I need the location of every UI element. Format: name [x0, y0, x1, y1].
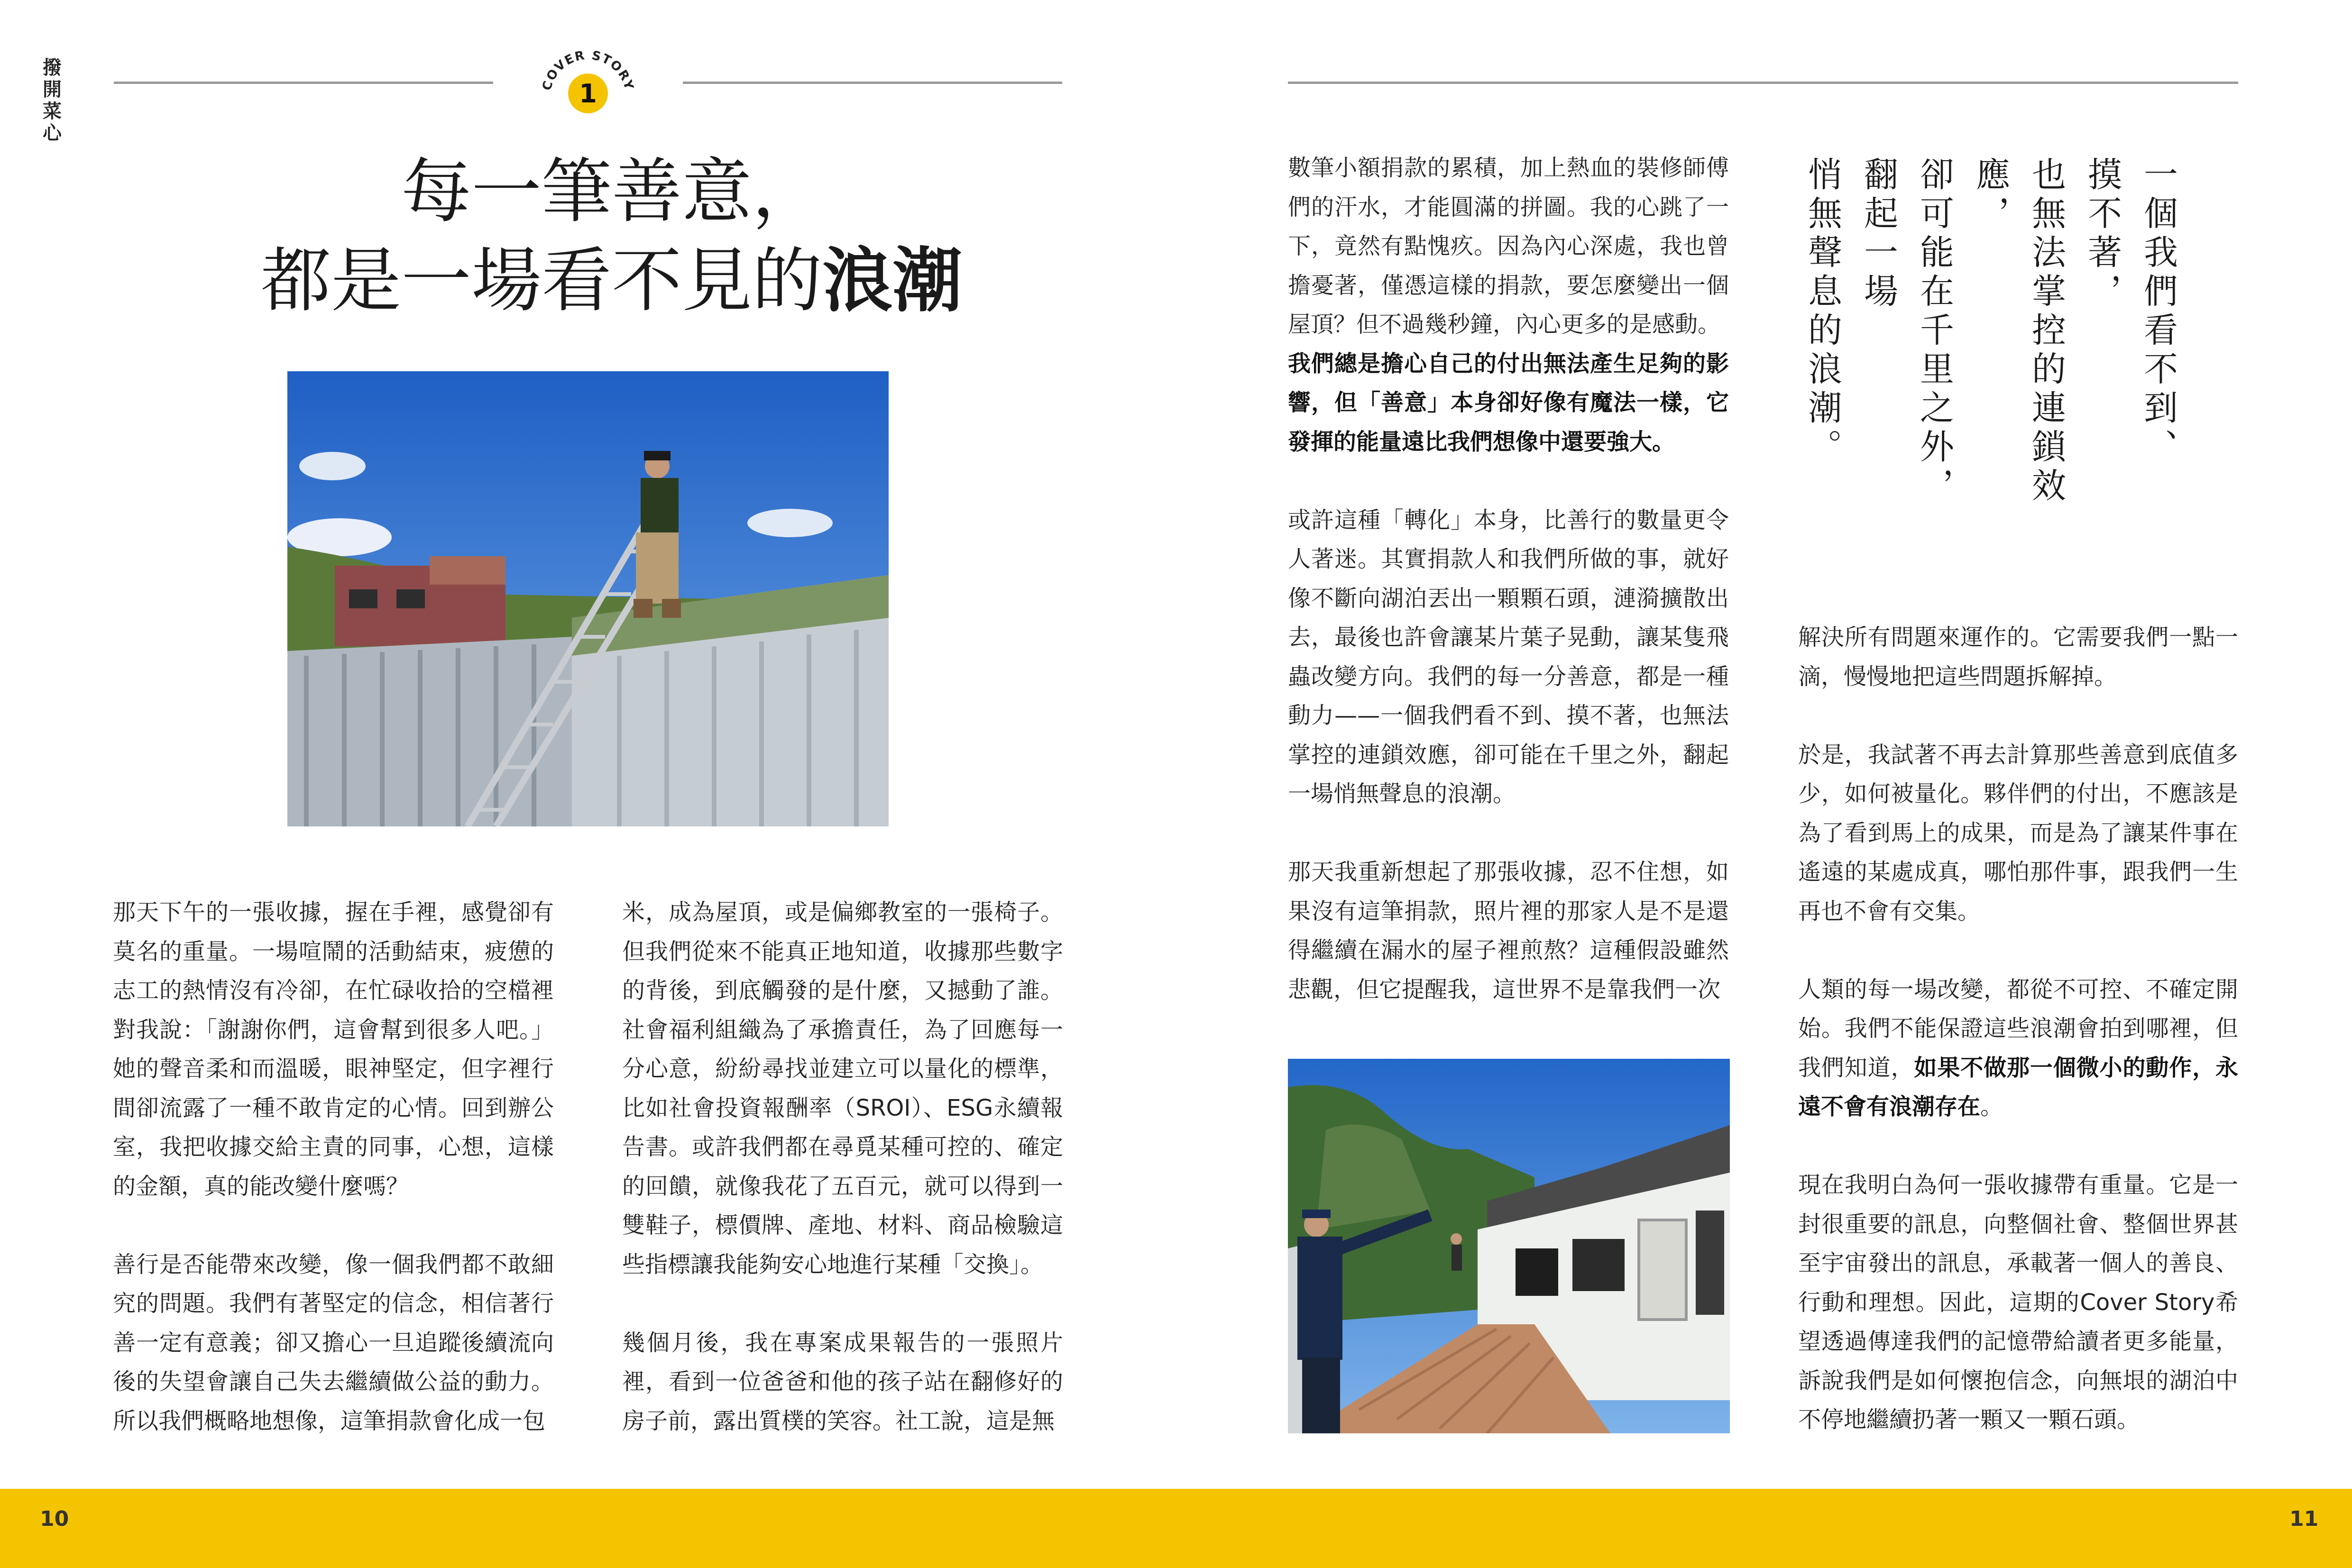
- pull-quote: [1802, 156, 2186, 526]
- right-body-column-1: [1288, 148, 1729, 1009]
- section-tag: 撥開菜心: [43, 57, 62, 144]
- headline-emphasis: 浪潮: [822, 240, 963, 321]
- headline-line-1: 每一筆善意，: [401, 151, 822, 232]
- footer-bar: [0, 1489, 2352, 1568]
- headline: [142, 147, 1081, 325]
- house-renovation-photo: [1288, 1059, 1730, 1433]
- rooftop-repair-photo: [287, 371, 889, 826]
- header-rule-left: [114, 82, 493, 84]
- paragraph: 現在我明白為何一張收據帶有重量。它是一封很重要的訊息，向整個社會、整個世界甚至宇宙發出的訊息，承載著一個人的善良、行動和理想。因此，這期的Cover Story希望透過傳達我們的記憶帶給讀者更多能量，訴說我們是如何懷抱信念，向無垠的湖泊中不停地繼續扔著一顆又一顆石頭。: [1798, 1172, 2238, 1433]
- quote-line: 一個我們看不到、: [2138, 156, 2178, 468]
- quote-line: 摸不著，: [2082, 156, 2122, 312]
- right-body-column-2: [1798, 618, 2238, 1440]
- page-number-right: 11: [2289, 1507, 2319, 1531]
- paragraph: 數筆小額捐款的累積，加上熱血的裝修師傅們的汗水，才能圓滿的拼圖。我的心跳了一下，竟然有點愧疚。因為內心深處，我也曾擔憂著，僅憑這樣的捐款，要怎麼變出一個屋頂？但不過幾秒鐘，內心更多的是感動。: [1288, 155, 1729, 338]
- paragraph: 善行是否能帶來改變，像一個我們都不敢細究的問題。我們有著堅定的信念，相信著行善一定有意義；卻又擔心一旦追蹤後續流向後的失望會讓自己失去繼續做公益的動力。所以我們概略地想像，這筆捐款會化成一包: [113, 1251, 554, 1434]
- quote-line: 悄無聲息的浪潮。: [1802, 156, 1842, 468]
- left-body-column-2: [622, 893, 1063, 1440]
- paragraph: 米，成為屋頂，或是偏鄉教室的一張椅子。但我們從來不能真正地知道，收據那些數字的背後，到底觸發的是什麼，又撼動了誰。社會福利組織為了承擔責任，為了回應每一分心意，紛紛尋找並建立可以量化的標準，比如社會投資報酬率（SROI）、ESG永續報告書。或許我們都在尋覓某種可控的、確定的回饋，就像我花了五百元，就可以得到一雙鞋子，標價牌、產地、材料、商品檢驗這些指標讓我能夠安心地進行某種「交換」。: [622, 899, 1063, 1278]
- quote-line: 卻可能在千里之外，: [1914, 156, 1954, 506]
- paragraph: 幾個月後，我在專案成果報告的一張照片裡，看到一位爸爸和他的孩子站在翻修好的房子前，露出質樸的笑容。社工說，這是無: [622, 1329, 1063, 1434]
- header-rule-right: [683, 82, 1062, 84]
- svg-text:COVER STORY: COVER STORY: [540, 48, 636, 92]
- page-number-left: 10: [40, 1507, 69, 1531]
- header-rule: [1288, 82, 2238, 84]
- paragraph-with-emphasis: 人類的每一場改變，都從不可控、不確定開始。我們不能保證這些浪潮會拍到哪裡，但我們知道，如果不做那一個微小的動作，永遠不會有浪潮存在。: [1798, 976, 2238, 1120]
- right-page: [1176, 0, 2352, 1568]
- left-body-column-1: [113, 893, 554, 1440]
- paragraph: 那天下午的一張收據，握在手裡，感覺卻有莫名的重量。一場喧鬧的活動結束，疲憊的志工的熱情沒有冷卻，在忙碌收拾的空檔裡對我說：「謝謝你們，這會幫到很多人吧。」她的聲音柔和而溫暖，眼神堅定，但字裡行間卻流露了一種不敢肯定的心情。回到辦公室，我把收據交給主責的同事，心想，這樣的金額，真的能改變什麼嗎？: [113, 899, 554, 1200]
- paragraph: 解決所有問題來運作的。它需要我們一點一滴，慢慢地把這些問題拆解掉。: [1798, 624, 2238, 690]
- cover-story-badge: [536, 45, 640, 130]
- headline-line-2-text: 都是一場看不見的: [261, 240, 822, 321]
- quote-line: 翻起一場: [1858, 156, 1898, 312]
- quote-line: 也無法掌控的連鎖效應，: [1970, 156, 2066, 506]
- headline-line-2: [142, 236, 1081, 325]
- paragraph: 或許這種「轉化」本身，比善行的數量更令人著迷。其實捐款人和我們所做的事，就好像不斷向湖泊丟出一顆顆石頭，漣漪擴散出去，最後也許會讓某片葉子晃動，讓某隻飛蟲改變方向。我們的每一分善意，都是一種動力——一個我們看不到、摸不著，也無法掌控的連鎖效應，卻可能在千里之外，翻起一場悄無聲息的浪潮。: [1288, 506, 1729, 807]
- paragraph: 於是，我試著不再去計算那些善意到底值多少，如何被量化。夥伴們的付出，不應該是為了看到馬上的成果，而是為了讓某件事在遙遠的某處成真，哪怕那件事，跟我們一生再也不會有交集。: [1798, 741, 2238, 925]
- emphasis-paragraph: 我們總是擔心自己的付出無法產生足夠的影響，但「善意」本身卻好像有魔法一樣，它發揮的能量遠比我們想像中還要強大。: [1288, 350, 1729, 455]
- badge-number: 1: [568, 73, 608, 113]
- paragraph: 那天我重新想起了那張收據，忍不住想，如果沒有這筆捐款，照片裡的那家人是不是還得繼續在漏水的屋子裡煎熬？這種假設雖然悲觀，但它提醒我，這世界不是靠我們一次: [1288, 859, 1729, 1003]
